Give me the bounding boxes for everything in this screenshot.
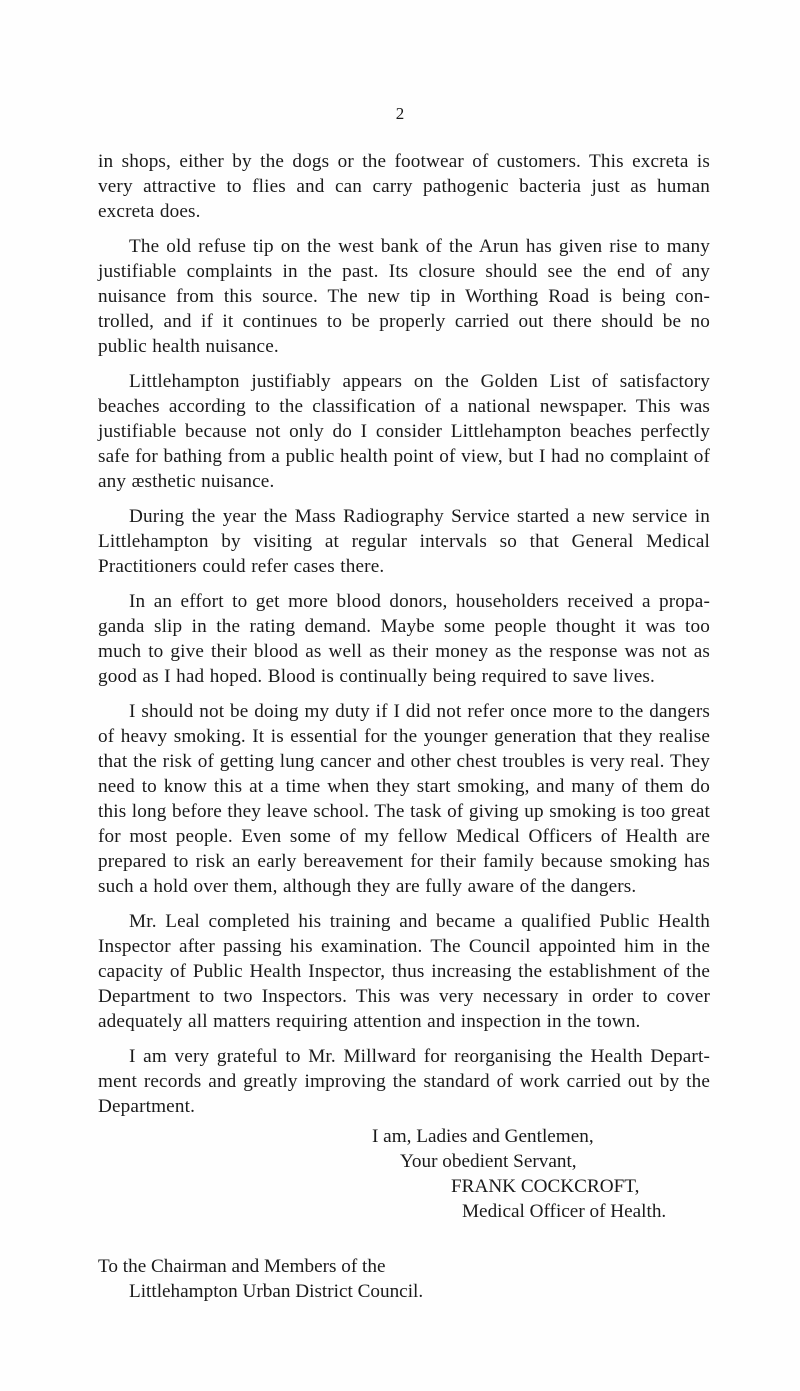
paragraph-records: I am very grateful to Mr. Millward for reorganising the Health Depart- ment records and greatly improving the standard of work carried out by the Department. xyxy=(98,1046,710,1117)
paragraph-continued: in shops, either by the dogs or the footwear of customers. This excreta is very attractive to flies and can carry pathogenic bacteria just as human excreta does. xyxy=(98,151,710,222)
addressee-block xyxy=(98,1254,423,1304)
paragraph-smoking: I should not be doing my duty if I did not refer once more to the dangers of heavy smoking. It is essential for the younger generation that they realise that the risk of getting lung cancer and other chest troubles is very real. They need to know this at a time when they start smoking, and many of them do this long before they leave school. The task of giving up smoking is too great for most people. Even some of my fellow Medical Officers of Health are prepared to risk an early bereavement for their family because smoking has such a hold over them, although they are fully aware of the dangers. xyxy=(98,701,710,897)
signature-title: Medical Officer of Health. xyxy=(462,1201,667,1222)
paragraph-mass-radiography: During the year the Mass Radiography Service started a new service in Littlehampton by visiting at regular intervals so that General Medical Practitioners could refer cases there. xyxy=(98,506,710,577)
addressee-line-2: Littlehampton Urban District Council. xyxy=(129,1281,424,1302)
signature-closing: Your obedient Servant, xyxy=(400,1151,577,1172)
paragraph-blood-donors: In an effort to get more blood donors, householders received a propa- ganda slip in the rating demand. Maybe some people thought it was too much to give their blood as well as their money as the response was not as good as I had hoped. Blood is continually being required to save lives. xyxy=(98,591,710,687)
signature-salutation: I am, Ladies and Gentlemen, xyxy=(372,1126,594,1147)
addressee-line-1: To the Chairman and Members of the xyxy=(98,1256,386,1277)
letter-body xyxy=(98,149,710,1129)
page-number: 2 xyxy=(395,104,405,123)
paragraph-inspector: Mr. Leal completed his training and became a qualified Public Health Inspector after passing his examination. The Council appointed him in the capacity of Public Health Inspector, thus increasing the establishment of the Department to two Inspectors. This was very necessary in order to cover adequately all matters requiring attention and inspection in the town. xyxy=(98,911,710,1032)
signature-name: FRANK COCKCROFT, xyxy=(451,1176,640,1197)
paragraph-beaches: Littlehampton justifiably appears on the Golden List of satisfactory beaches according to the classification of a national newspaper. This was justifiable because not only do I consider Littlehampton beaches perfectly safe for bathing from a public health point of view, but I had no complaint of any æsthetic nuisance. xyxy=(98,371,710,492)
paragraph-refuse-tip: The old refuse tip on the west bank of the Arun has given rise to many justifiable complaints in the past. Its closure should see the end of any nuisance from this source. The new tip in Worthing Road is being con- trolled, and if it continues to be properly carried out there should be no public health nuisance. xyxy=(98,236,710,357)
